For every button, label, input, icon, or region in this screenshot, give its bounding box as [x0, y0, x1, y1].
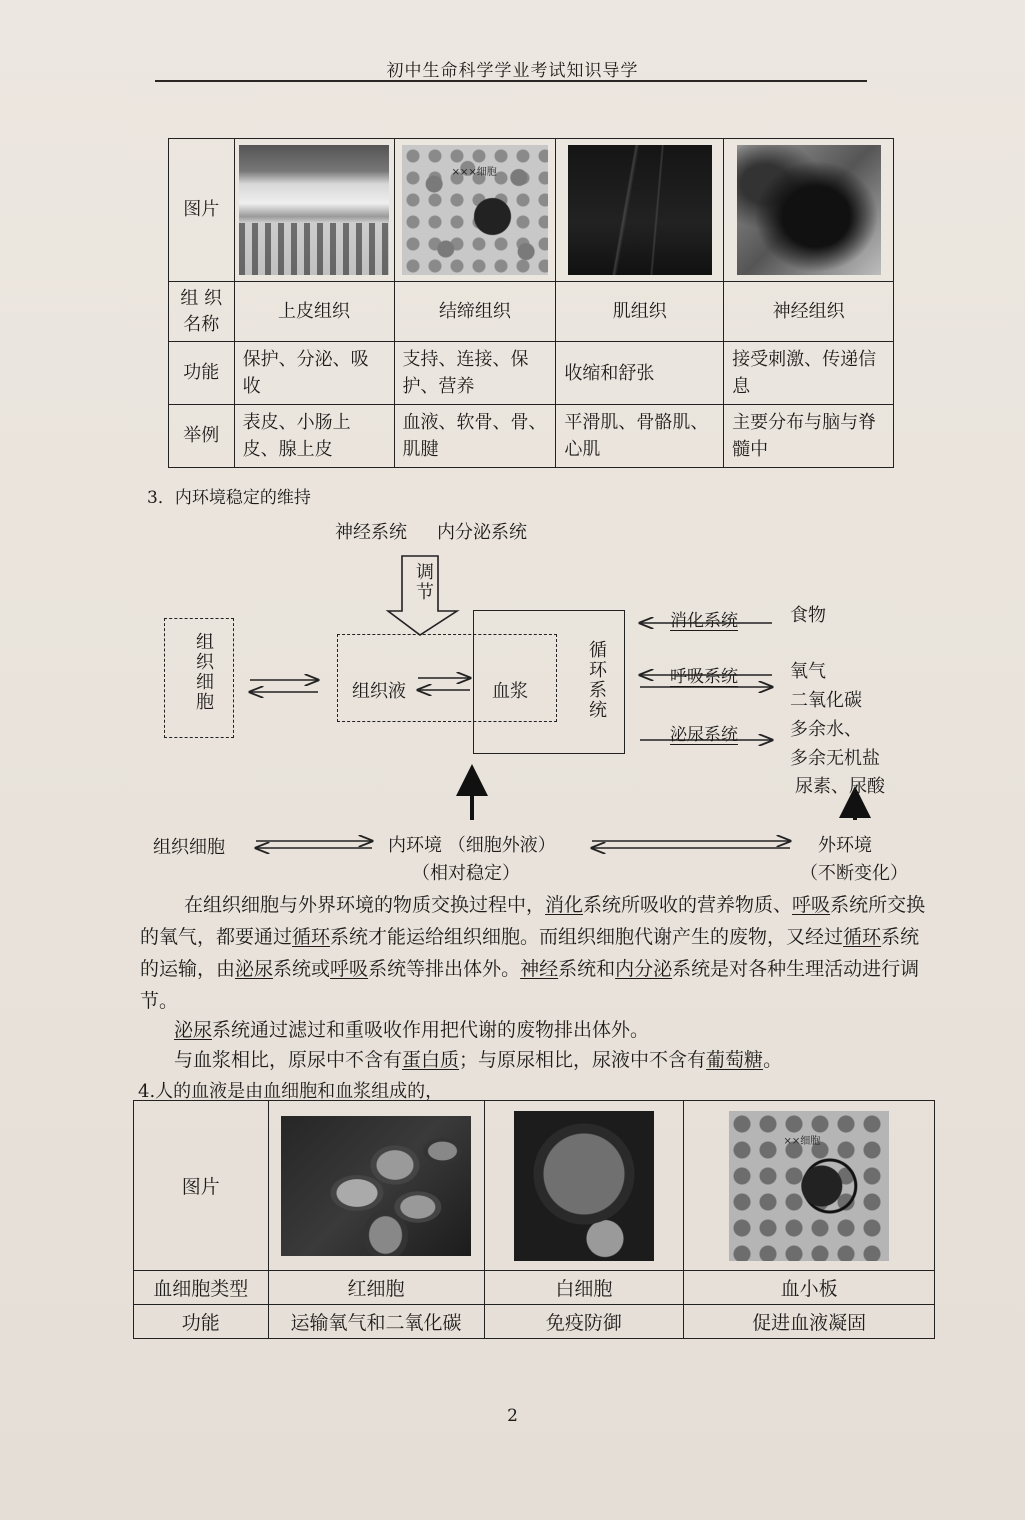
function-platelet: 促进血液凝固 — [684, 1305, 935, 1339]
p1-text-14: 系统和 — [558, 958, 616, 980]
examples-muscle: 平滑肌、骨骼肌、心肌 — [556, 405, 724, 468]
connective-pic-label: ×××细胞 — [451, 167, 497, 179]
p1-text-8: 系统的运输，由 — [140, 926, 920, 980]
p1-text-4: 系统所交换的氧气，都要通过 — [140, 894, 926, 948]
section3-title: 3．内环境稳定的维持 — [147, 488, 311, 508]
p1-blank-15: 内分泌 — [615, 958, 673, 980]
examples-nerve: 主要分布与脑与脊髓中 — [724, 405, 894, 468]
p1-blank-7: 循环 — [843, 926, 882, 948]
digestive-system-label: 消化系统 — [670, 611, 738, 631]
function-nerve: 接受刺激、传递信息 — [724, 342, 894, 405]
function-connective: 支持、连接、保护、营养 — [394, 342, 556, 405]
p1-text-10: 系统或 — [273, 958, 331, 980]
p3-text-2: ；与原尿相比，尿液中不含有 — [459, 1049, 707, 1071]
sec4-title-text-2: 组成的， — [371, 1081, 444, 1102]
p3-text-4: 。 — [763, 1049, 783, 1071]
p1-blank-13: 神经 — [520, 958, 559, 980]
p2-text-1: 系统通过滤过和重吸收作用把代谢的废物排出体外。 — [212, 1019, 650, 1041]
urinary-system-label: 泌尿系统 — [670, 725, 738, 745]
red-blood-cell-image — [281, 1116, 471, 1256]
sec4-title-blank-1: 血浆 — [335, 1081, 372, 1102]
co2-label: 二氧化碳 — [790, 690, 862, 711]
endocrine-system-label: 内分泌系统 — [437, 522, 527, 543]
p1-text-2: 系统所吸收的营养物质、 — [583, 894, 793, 916]
p3-blank-1: 蛋白质 — [402, 1049, 460, 1071]
page-number: 2 — [507, 1406, 518, 1426]
p1-blank-11: 呼吸 — [330, 958, 369, 980]
excess-salts-label: 多余无机盐 — [790, 748, 880, 769]
p1-blank-9: 泌尿 — [235, 958, 274, 980]
blood-row-header-function: 功能 — [134, 1305, 269, 1339]
nervous-system-label: 神经系统 — [335, 522, 407, 543]
respiratory-system-label: 呼吸系统 — [670, 667, 738, 687]
p1-text-12: 系统等排出体外。 — [368, 958, 521, 980]
tissue-cells-box-label: 组织细胞 — [193, 632, 214, 712]
bottom-tissue-cells-label: 组织细胞 — [153, 837, 225, 858]
excess-water-label: 多余水、 — [790, 719, 862, 740]
tissue-name-muscle: 肌组织 — [556, 282, 724, 342]
white-blood-cell-image — [514, 1111, 654, 1261]
examples-connective: 血液、软骨、骨、肌腱 — [394, 405, 556, 468]
p1-blank-3: 呼吸 — [792, 894, 831, 916]
p1-blank-5: 循环 — [292, 926, 331, 948]
row-header-function: 功能 — [169, 342, 235, 405]
platelet-pic-label: ××细胞 — [783, 1135, 821, 1147]
paragraph-urinary — [140, 1014, 930, 1046]
paragraph-exchange — [140, 889, 930, 1017]
tissue-name-epithelial: 上皮组织 — [234, 282, 394, 342]
function-white-blood-cell: 免疫防御 — [484, 1305, 684, 1339]
regulate-label: 调节 — [413, 562, 434, 602]
p1-blank-1: 消化 — [545, 894, 584, 916]
external-environment-label: 外环境 — [818, 835, 872, 856]
type-red-blood-cell: 红细胞 — [268, 1271, 484, 1305]
function-muscle: 收缩和舒张 — [556, 342, 724, 405]
type-white-blood-cell: 白细胞 — [484, 1271, 684, 1305]
examples-epithelial: 表皮、小肠上皮、腺上皮 — [234, 405, 394, 468]
food-label: 食物 — [790, 605, 826, 626]
tissue-name-nerve: 神经组织 — [724, 282, 894, 342]
oxygen-label: 氧气 — [790, 661, 826, 682]
p2-blank-0: 泌尿 — [174, 1019, 213, 1041]
blood-row-header-picture: 图片 — [134, 1101, 269, 1271]
row-header-examples: 举例 — [169, 405, 235, 468]
blood-row-header-type: 血细胞类型 — [134, 1271, 269, 1305]
p3-blank-3: 葡萄糖 — [706, 1049, 764, 1071]
urea-label: 尿素、尿酸 — [795, 776, 885, 797]
p1-text-6: 系统才能运给组织细胞。而组织细胞代谢产生的废物，又经过 — [330, 926, 844, 948]
function-red-blood-cell: 运输氧气和二氧化碳 — [268, 1305, 484, 1339]
p1-text-16: 系统是对各种生理活动进行调节。 — [140, 958, 920, 1012]
circulatory-system-label: 循环系统 — [586, 640, 607, 720]
plasma-label: 血浆 — [492, 681, 528, 702]
blood-cells-table — [133, 1100, 935, 1339]
internal-environment-label: 内环境 （细胞外液） — [388, 835, 556, 856]
platelet-image — [729, 1111, 889, 1261]
page-header-title: 初中生命科学学业考试知识导学 — [386, 61, 639, 81]
tissue-name-connective: 结缔组织 — [394, 282, 556, 342]
row-header-tissue-name: 组 织 名称 — [169, 282, 235, 342]
relatively-stable-label: （相对稳定） — [412, 863, 520, 884]
paragraph-compare — [140, 1044, 930, 1076]
constantly-changing-label: （不断变化） — [800, 863, 908, 884]
type-platelet: 血小板 — [684, 1271, 935, 1305]
p3-text-0: 与血浆相比，原尿中不含有 — [174, 1049, 403, 1071]
function-epithelial: 保护、分泌、吸收 — [234, 342, 394, 405]
tissue-fluid-label: 组织液 — [352, 681, 406, 702]
p1-text-0: 在组织细胞与外界环境的物质交换过程中， — [184, 894, 546, 916]
row-header-picture: 图片 — [169, 139, 235, 282]
sec4-title-text-0: 4.人的血液是由血细胞和 — [138, 1081, 336, 1102]
